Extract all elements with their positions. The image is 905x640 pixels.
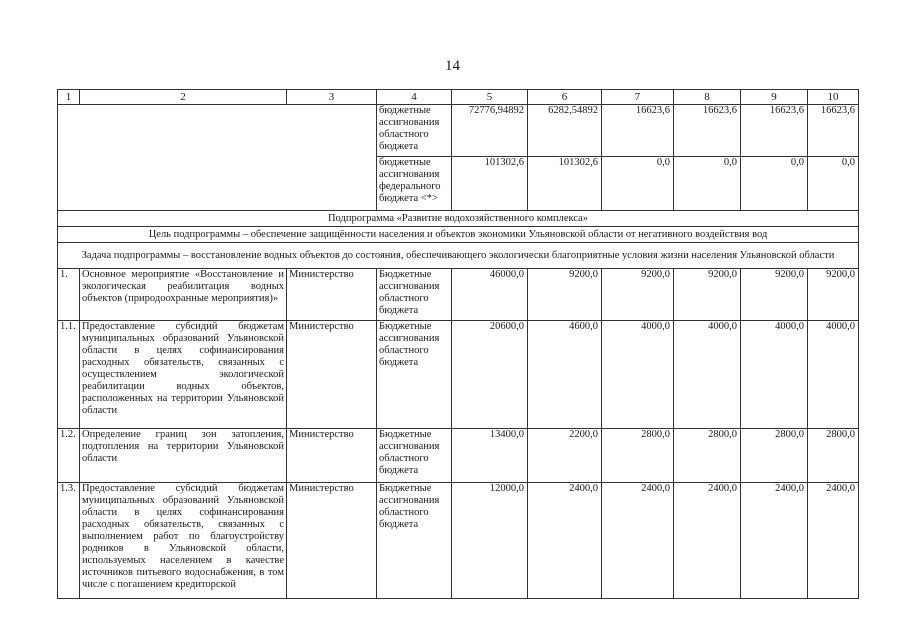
executor-cell: Министерство bbox=[287, 269, 377, 321]
funding-source-cell: бюджетные ассигнования областного бюджета bbox=[377, 105, 452, 157]
value-cell: 9200,0 bbox=[602, 269, 674, 321]
activity-name: Предоставление субсидий бюджетам муниципальных образований Ульяновской области в целях софинансирования расходных обязательств, связанных с осуществлением экологической реабилитации водных объектов, расположенных на территории Ульяновской области bbox=[80, 321, 287, 429]
activity-name: Предоставление субсидий бюджетам муниципальных образований Ульяновской области в целях софинансирования расходных обязательств, связанных с выполнением работ по благоустройству родников в Ульяновской области, используемых населением в качестве источников питьевого водоснабжения, в том числе с погашением кредиторской bbox=[80, 483, 287, 599]
value-cell: 6282,54892 bbox=[528, 105, 602, 157]
value-cell: 2800,0 bbox=[741, 429, 808, 483]
executor-cell: Министерство bbox=[287, 429, 377, 483]
table-row bbox=[58, 483, 859, 599]
value-cell: 12000,0 bbox=[452, 483, 528, 599]
executor-cell: Министерство bbox=[287, 483, 377, 599]
value-cell: 16623,6 bbox=[808, 105, 859, 157]
funding-source-cell: Бюджетные ассигнования областного бюджета bbox=[377, 269, 452, 321]
value-cell: 46000,0 bbox=[452, 269, 528, 321]
table-row bbox=[58, 105, 859, 157]
subprogram-title-row bbox=[58, 211, 859, 227]
value-cell: 2200,0 bbox=[528, 429, 602, 483]
value-cell: 2800,0 bbox=[674, 429, 741, 483]
column-header: 4 bbox=[377, 90, 452, 105]
table-row bbox=[58, 321, 859, 429]
subprogram-title: Подпрограмма «Развитие водохозяйственного комплекса» bbox=[58, 211, 859, 227]
value-cell: 2400,0 bbox=[674, 483, 741, 599]
value-cell: 2400,0 bbox=[808, 483, 859, 599]
funding-source-cell: Бюджетные ассигнования областного бюджета bbox=[377, 429, 452, 483]
funding-source-cell: Бюджетные ассигнования областного бюджета bbox=[377, 483, 452, 599]
value-cell: 2800,0 bbox=[602, 429, 674, 483]
column-header: 6 bbox=[528, 90, 602, 105]
column-header: 1 bbox=[58, 90, 80, 105]
row-number: 1.2. bbox=[58, 429, 80, 483]
value-cell: 4000,0 bbox=[808, 321, 859, 429]
value-cell: 9200,0 bbox=[674, 269, 741, 321]
value-cell: 2400,0 bbox=[602, 483, 674, 599]
row-number: 1.3. bbox=[58, 483, 80, 599]
empty-merged-cell bbox=[58, 105, 377, 211]
column-header: 7 bbox=[602, 90, 674, 105]
value-cell: 4600,0 bbox=[528, 321, 602, 429]
value-cell: 16623,6 bbox=[674, 105, 741, 157]
funding-source-cell: Бюджетные ассигнования областного бюджета bbox=[377, 321, 452, 429]
budget-table bbox=[57, 89, 859, 599]
value-cell: 101302,6 bbox=[452, 157, 528, 211]
activity-name: Основное мероприятие «Восстановление и экологическая реабилитация водных объектов (природоохранные мероприятия)» bbox=[80, 269, 287, 321]
value-cell: 16623,6 bbox=[741, 105, 808, 157]
value-cell: 4000,0 bbox=[741, 321, 808, 429]
value-cell: 4000,0 bbox=[602, 321, 674, 429]
activity-name: Определение границ зон затопления, подтопления на территории Ульяновской области bbox=[80, 429, 287, 483]
column-header: 5 bbox=[452, 90, 528, 105]
table-row bbox=[58, 429, 859, 483]
value-cell: 72776,94892 bbox=[452, 105, 528, 157]
page-number: 14 bbox=[445, 58, 460, 74]
column-header: 10 bbox=[808, 90, 859, 105]
value-cell: 9200,0 bbox=[741, 269, 808, 321]
column-header: 3 bbox=[287, 90, 377, 105]
value-cell: 0,0 bbox=[602, 157, 674, 211]
value-cell: 13400,0 bbox=[452, 429, 528, 483]
row-number: 1.1. bbox=[58, 321, 80, 429]
value-cell: 2400,0 bbox=[528, 483, 602, 599]
value-cell: 0,0 bbox=[674, 157, 741, 211]
funding-source-cell: бюджетные ассигнования федерального бюджета <*> bbox=[377, 157, 452, 211]
header-row bbox=[58, 90, 859, 105]
subprogram-task: Задача подпрограммы – восстановление водных объектов до состояния, обеспечивающего экологически благоприятные условия жизни населения Ульяновской области bbox=[58, 243, 859, 269]
executor-cell: Министерство bbox=[287, 321, 377, 429]
subprogram-goal-row bbox=[58, 227, 859, 243]
value-cell: 9200,0 bbox=[808, 269, 859, 321]
table-row bbox=[58, 269, 859, 321]
column-header: 2 bbox=[80, 90, 287, 105]
value-cell: 101302,6 bbox=[528, 157, 602, 211]
value-cell: 2800,0 bbox=[808, 429, 859, 483]
value-cell: 16623,6 bbox=[602, 105, 674, 157]
value-cell: 9200,0 bbox=[528, 269, 602, 321]
column-header: 9 bbox=[741, 90, 808, 105]
subprogram-task-row bbox=[58, 243, 859, 269]
row-number: 1. bbox=[58, 269, 80, 321]
value-cell: 0,0 bbox=[741, 157, 808, 211]
value-cell: 2400,0 bbox=[741, 483, 808, 599]
value-cell: 4000,0 bbox=[674, 321, 741, 429]
value-cell: 0,0 bbox=[808, 157, 859, 211]
subprogram-goal: Цель подпрограммы – обеспечение защищённости населения и объектов экономики Ульяновской области от негативного воздействия вод bbox=[58, 227, 859, 243]
value-cell: 20600,0 bbox=[452, 321, 528, 429]
column-header: 8 bbox=[674, 90, 741, 105]
